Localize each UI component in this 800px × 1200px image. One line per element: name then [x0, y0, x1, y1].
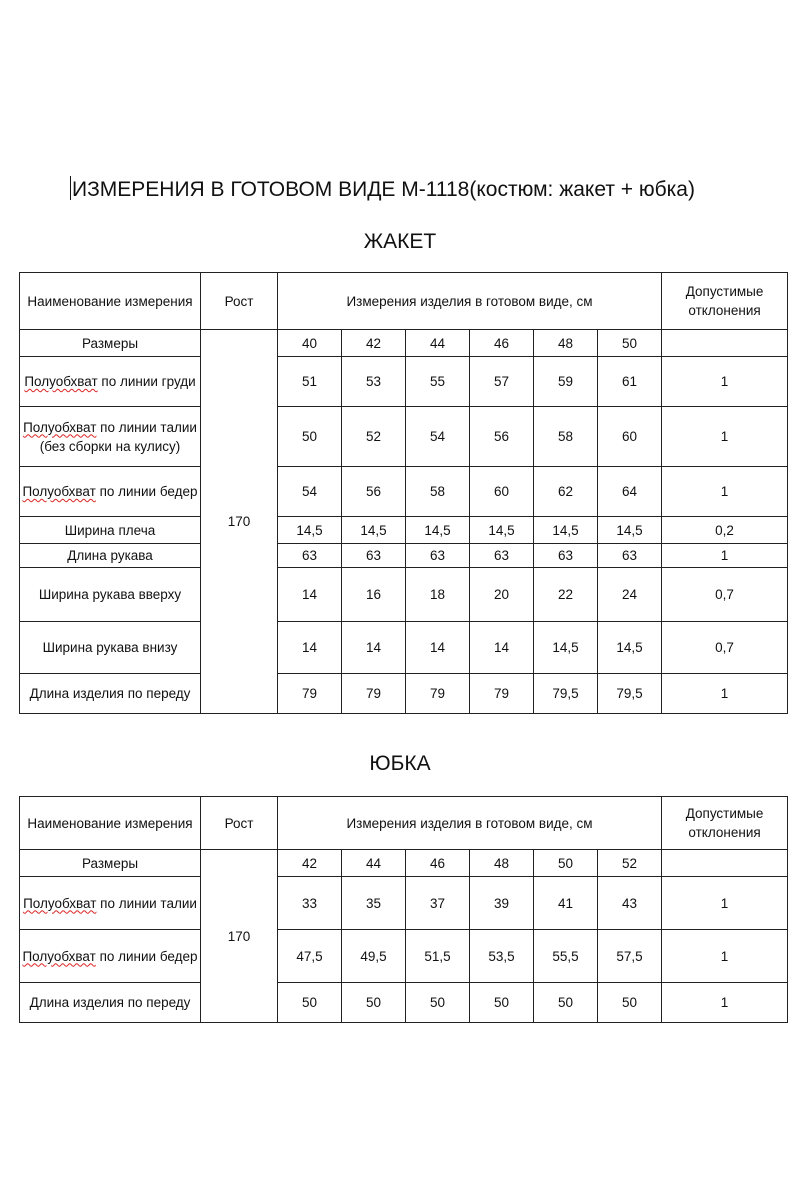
value-cell: 22	[534, 568, 598, 622]
table-row	[20, 467, 788, 517]
value-cell: 18	[406, 568, 470, 622]
value-cell: 57	[470, 357, 534, 407]
value-cell: 33	[278, 877, 342, 930]
size-cell: 48	[534, 330, 598, 357]
measurement-name: Полуобхват по линии бедер	[20, 467, 201, 517]
table-row	[20, 568, 788, 622]
size-cell: 44	[406, 330, 470, 357]
value-cell: 14,5	[278, 517, 342, 544]
value-cell: 63	[534, 544, 598, 568]
measurement-name: Полуобхват по линии бедер	[20, 930, 201, 983]
value-cell: 50	[278, 407, 342, 467]
value-cell: 14	[406, 622, 470, 674]
value-cell: 62	[534, 467, 598, 517]
value-cell: 54	[406, 407, 470, 467]
size-cell: 44	[342, 850, 406, 877]
column-header-rost: Рост	[201, 273, 278, 330]
value-cell: 14	[342, 622, 406, 674]
sizes-label: Размеры	[20, 330, 201, 357]
tolerance-cell: 1	[662, 674, 788, 714]
value-cell: 49,5	[342, 930, 406, 983]
tolerance-cell: 1	[662, 983, 788, 1023]
table-row	[20, 930, 788, 983]
value-cell: 14	[278, 568, 342, 622]
table-row	[20, 674, 788, 714]
value-cell: 47,5	[278, 930, 342, 983]
value-cell: 60	[598, 407, 662, 467]
value-cell: 79,5	[598, 674, 662, 714]
page-title: ИЗМЕРЕНИЯ В ГОТОВОМ ВИДЕ М-1118(костюм: жакет + юбка)	[72, 178, 695, 201]
measurement-name: Длина рукава	[20, 544, 201, 568]
size-cell: 46	[470, 330, 534, 357]
measurement-name: Полуобхват по линии груди	[20, 357, 201, 407]
tolerance-cell	[662, 330, 788, 357]
table-row	[20, 407, 788, 467]
size-cell: 48	[470, 850, 534, 877]
value-cell: 43	[598, 877, 662, 930]
value-cell: 52	[342, 407, 406, 467]
size-cell: 42	[278, 850, 342, 877]
table-row	[20, 983, 788, 1023]
column-header-measurements: Измерения изделия в готовом виде, см	[278, 797, 662, 850]
value-cell: 53,5	[470, 930, 534, 983]
tolerance-cell: 1	[662, 930, 788, 983]
size-cell: 46	[406, 850, 470, 877]
value-cell: 24	[598, 568, 662, 622]
value-cell: 14,5	[534, 622, 598, 674]
value-cell: 55,5	[534, 930, 598, 983]
value-cell: 56	[342, 467, 406, 517]
size-cell: 42	[342, 330, 406, 357]
skirt-section-title: ЮБКА	[369, 752, 431, 775]
value-cell: 63	[598, 544, 662, 568]
size-cell: 50	[598, 330, 662, 357]
value-cell: 37	[406, 877, 470, 930]
value-cell: 63	[406, 544, 470, 568]
value-cell: 50	[278, 983, 342, 1023]
rost-value: 170	[201, 330, 278, 714]
table-row	[20, 544, 788, 568]
tolerance-cell: 0,2	[662, 517, 788, 544]
tolerance-cell: 0,7	[662, 568, 788, 622]
value-cell: 51	[278, 357, 342, 407]
column-header-tolerance: Допустимые отклонения	[662, 273, 788, 330]
table-row	[20, 877, 788, 930]
tolerance-cell: 1	[662, 877, 788, 930]
tolerance-cell: 1	[662, 357, 788, 407]
value-cell: 14,5	[470, 517, 534, 544]
jacket-section-title: ЖАКЕТ	[363, 230, 437, 253]
tolerance-cell: 1	[662, 544, 788, 568]
value-cell: 79,5	[534, 674, 598, 714]
measurement-name: Длина изделия по переду	[20, 674, 201, 714]
value-cell: 50	[470, 983, 534, 1023]
value-cell: 16	[342, 568, 406, 622]
value-cell: 14,5	[598, 622, 662, 674]
value-cell: 63	[470, 544, 534, 568]
column-header-tolerance: Допустимые отклонения	[662, 797, 788, 850]
measurement-name: Ширина плеча	[20, 517, 201, 544]
size-cell: 52	[598, 850, 662, 877]
table-row	[20, 622, 788, 674]
tolerance-cell: 1	[662, 407, 788, 467]
skirt-measurements-table	[19, 796, 788, 1023]
size-cell: 40	[278, 330, 342, 357]
value-cell: 39	[470, 877, 534, 930]
value-cell: 58	[406, 467, 470, 517]
value-cell: 50	[342, 983, 406, 1023]
column-header-name: Наименование измерения	[20, 273, 201, 330]
value-cell: 50	[534, 983, 598, 1023]
value-cell: 14,5	[534, 517, 598, 544]
measurement-name: Полуобхват по линии талии	[20, 877, 201, 930]
table-row	[20, 517, 788, 544]
value-cell: 50	[406, 983, 470, 1023]
jacket-measurements-table	[19, 272, 788, 714]
sizes-label: Размеры	[20, 850, 201, 877]
value-cell: 51,5	[406, 930, 470, 983]
value-cell: 57,5	[598, 930, 662, 983]
value-cell: 14	[278, 622, 342, 674]
value-cell: 50	[598, 983, 662, 1023]
value-cell: 58	[534, 407, 598, 467]
value-cell: 41	[534, 877, 598, 930]
tolerance-cell: 0,7	[662, 622, 788, 674]
value-cell: 61	[598, 357, 662, 407]
value-cell: 53	[342, 357, 406, 407]
text-cursor	[70, 176, 71, 200]
column-header-name: Наименование измерения	[20, 797, 201, 850]
measurement-name: Полуобхват по линии талии (без сборки на кулису)	[20, 407, 201, 467]
column-header-rost: Рост	[201, 797, 278, 850]
rost-value: 170	[201, 850, 278, 1023]
value-cell: 79	[278, 674, 342, 714]
value-cell: 64	[598, 467, 662, 517]
column-header-measurements: Измерения изделия в готовом виде, см	[278, 273, 662, 330]
value-cell: 14,5	[342, 517, 406, 544]
value-cell: 60	[470, 467, 534, 517]
measurement-name: Ширина рукава внизу	[20, 622, 201, 674]
sizes-row	[20, 850, 788, 877]
value-cell: 79	[342, 674, 406, 714]
tolerance-cell: 1	[662, 467, 788, 517]
measurement-name: Длина изделия по переду	[20, 983, 201, 1023]
measurement-name: Ширина рукава вверху	[20, 568, 201, 622]
value-cell: 56	[470, 407, 534, 467]
value-cell: 14,5	[406, 517, 470, 544]
value-cell: 59	[534, 357, 598, 407]
value-cell: 79	[470, 674, 534, 714]
value-cell: 63	[278, 544, 342, 568]
table-row	[20, 357, 788, 407]
size-cell: 50	[534, 850, 598, 877]
value-cell: 54	[278, 467, 342, 517]
value-cell: 79	[406, 674, 470, 714]
sizes-row	[20, 330, 788, 357]
value-cell: 63	[342, 544, 406, 568]
value-cell: 35	[342, 877, 406, 930]
tolerance-cell	[662, 850, 788, 877]
value-cell: 55	[406, 357, 470, 407]
value-cell: 14	[470, 622, 534, 674]
value-cell: 20	[470, 568, 534, 622]
value-cell: 14,5	[598, 517, 662, 544]
